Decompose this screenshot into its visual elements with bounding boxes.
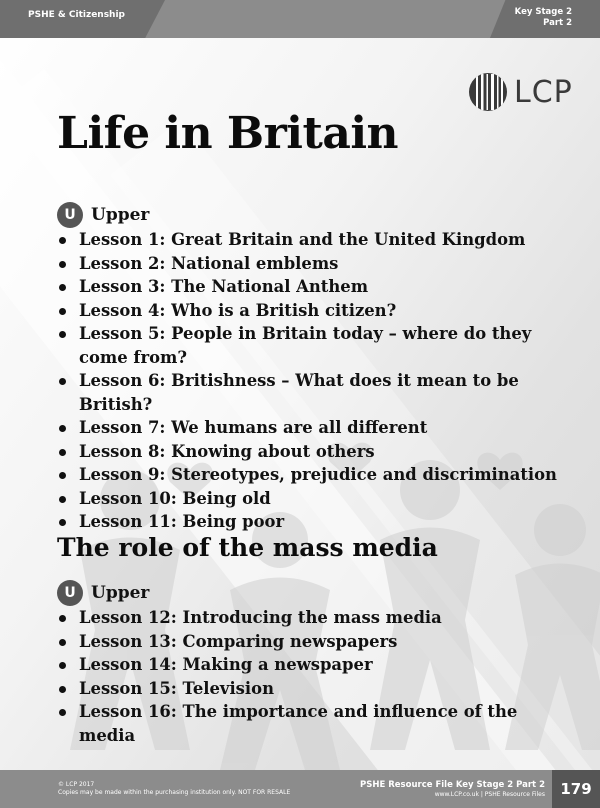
lesson-item: Lesson 8: Knowing about others bbox=[57, 440, 557, 464]
lesson-item: Lesson 2: National emblems bbox=[57, 252, 557, 276]
lesson-item: Lesson 3: The National Anthem bbox=[57, 275, 557, 299]
footer-bar bbox=[0, 770, 600, 808]
lesson-item: Lesson 16: The importance and influence of the media bbox=[57, 700, 557, 747]
footer-notice: Copies may be made within the purchasing institution only. NOT FOR RESALE bbox=[58, 789, 291, 796]
lesson-item: Lesson 12: Introducing the mass media bbox=[57, 606, 557, 630]
level-label: Upper bbox=[91, 583, 150, 603]
lesson-item: Lesson 10: Being old bbox=[57, 487, 557, 511]
lesson-item: Lesson 6: Britishness – What does it mean to be British? bbox=[57, 369, 557, 416]
lesson-item: Lesson 9: Stereotypes, prejudice and discrimination bbox=[57, 463, 557, 487]
header-subject: PSHE & Citizenship bbox=[28, 10, 125, 20]
lesson-item: Lesson 13: Comparing newspapers bbox=[57, 630, 557, 654]
footer-title: PSHE Resource File Key Stage 2 Part 2 bbox=[360, 780, 545, 790]
lesson-item: Lesson 14: Making a newspaper bbox=[57, 653, 557, 677]
lesson-list-mass-media bbox=[57, 606, 557, 747]
level-indicator bbox=[57, 202, 149, 228]
footer-url: www.LCP.co.uk | PSHE Resource Files bbox=[434, 791, 545, 798]
lesson-list-life-in-britain bbox=[57, 228, 557, 534]
level-badge: U bbox=[57, 580, 83, 606]
level-badge: U bbox=[57, 202, 83, 228]
lesson-item: Lesson 4: Who is a British citizen? bbox=[57, 299, 557, 323]
page-number: 179 bbox=[552, 770, 600, 808]
footer-copyright-block bbox=[58, 781, 290, 797]
lesson-item: Lesson 7: We humans are all different bbox=[57, 416, 557, 440]
footer-title-block bbox=[360, 780, 545, 799]
lcp-logo bbox=[468, 72, 573, 112]
lesson-item: Lesson 5: People in Britain today – where do they come from? bbox=[57, 322, 557, 369]
lesson-item: Lesson 1: Great Britain and the United Kingdom bbox=[57, 228, 557, 252]
header-stage bbox=[515, 7, 572, 29]
header-bar bbox=[0, 0, 600, 38]
header-stage-line1: Key Stage 2 bbox=[514, 7, 572, 17]
section-title: The role of the mass media bbox=[57, 533, 438, 562]
level-indicator bbox=[57, 580, 149, 606]
footer-copyright: © LCP 2017 bbox=[58, 781, 95, 788]
lcp-logo-text: LCP bbox=[514, 74, 573, 110]
header-stage-line2: Part 2 bbox=[543, 18, 572, 28]
page-title: Life in Britain bbox=[57, 108, 399, 159]
lesson-item: Lesson 15: Television bbox=[57, 677, 557, 701]
lesson-item: Lesson 11: Being poor bbox=[57, 510, 557, 534]
lcp-logo-icon bbox=[468, 72, 508, 112]
level-label: Upper bbox=[91, 205, 150, 225]
